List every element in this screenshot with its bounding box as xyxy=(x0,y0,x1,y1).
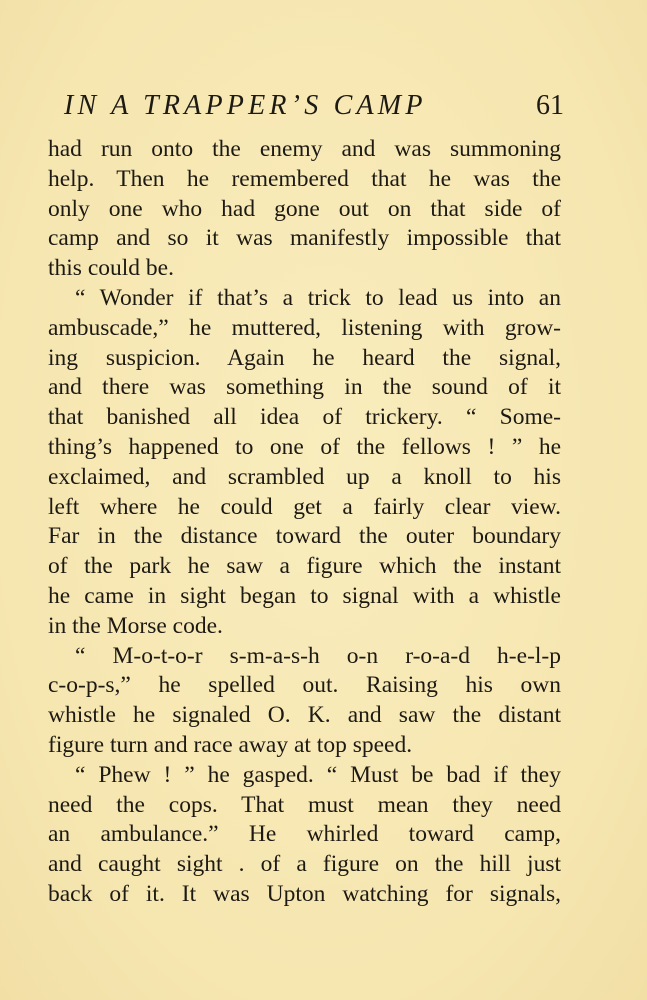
text-line: “ Phew ! ” he gasped. “ Must be bad if they xyxy=(75,761,561,788)
text-line: left where he could get a fairly clear view. xyxy=(48,493,561,520)
text-line: exclaimed, and scrambled up a knoll to his xyxy=(48,463,561,490)
text-line: he came in sight began to signal with a whistle xyxy=(48,582,561,609)
text-line: ambuscade,” he muttered, listening with grow- xyxy=(48,314,561,341)
text-line: help. Then he remembered that he was the xyxy=(48,165,561,192)
text-line: and caught sight . of a figure on the hill just xyxy=(48,851,561,878)
text-line: an ambulance.” He whirled toward camp, xyxy=(48,821,561,848)
page-number: 61 xyxy=(536,90,564,121)
text-line: back of it. It was Upton watching for signals, xyxy=(48,880,561,907)
text-line: “ M-o-t-o-r s-m-a-s-h o-n r-o-a-d h-e-l-p xyxy=(75,642,561,669)
text-line: “ Wonder if that’s a trick to lead us into an xyxy=(75,284,561,311)
text-line: thing’s happened to one of the fellows ! ” he xyxy=(48,433,561,460)
text-line: had run onto the enemy and was summoning xyxy=(48,136,561,162)
text-line: only one who had gone out on that side of xyxy=(48,195,561,222)
text-line: this could be. xyxy=(48,255,174,282)
text-line: that banished all idea of trickery. “ Some- xyxy=(48,404,561,431)
text-line: Far in the distance toward the outer boundary xyxy=(48,523,561,550)
text-line: ing suspicion. Again he heard the signal, xyxy=(48,344,561,371)
running-title: IN A TRAPPER’S CAMP xyxy=(64,90,427,121)
text-line: in the Morse code. xyxy=(48,612,223,639)
text-line: c-o-p-s,” he spelled out. Raising his own xyxy=(48,672,561,699)
text-line: and there was something in the sound of it xyxy=(48,374,561,401)
text-line: figure turn and race away at top speed. xyxy=(48,731,413,758)
body-text xyxy=(48,135,561,910)
text-line: of the park he saw a figure which the instant xyxy=(48,553,561,580)
text-line: whistle he signaled O. K. and saw the distant xyxy=(48,702,561,729)
running-head xyxy=(64,86,564,126)
text-line: need the cops. That must mean they need xyxy=(48,791,561,818)
text-line: camp and so it was manifestly impossible that xyxy=(48,225,561,252)
